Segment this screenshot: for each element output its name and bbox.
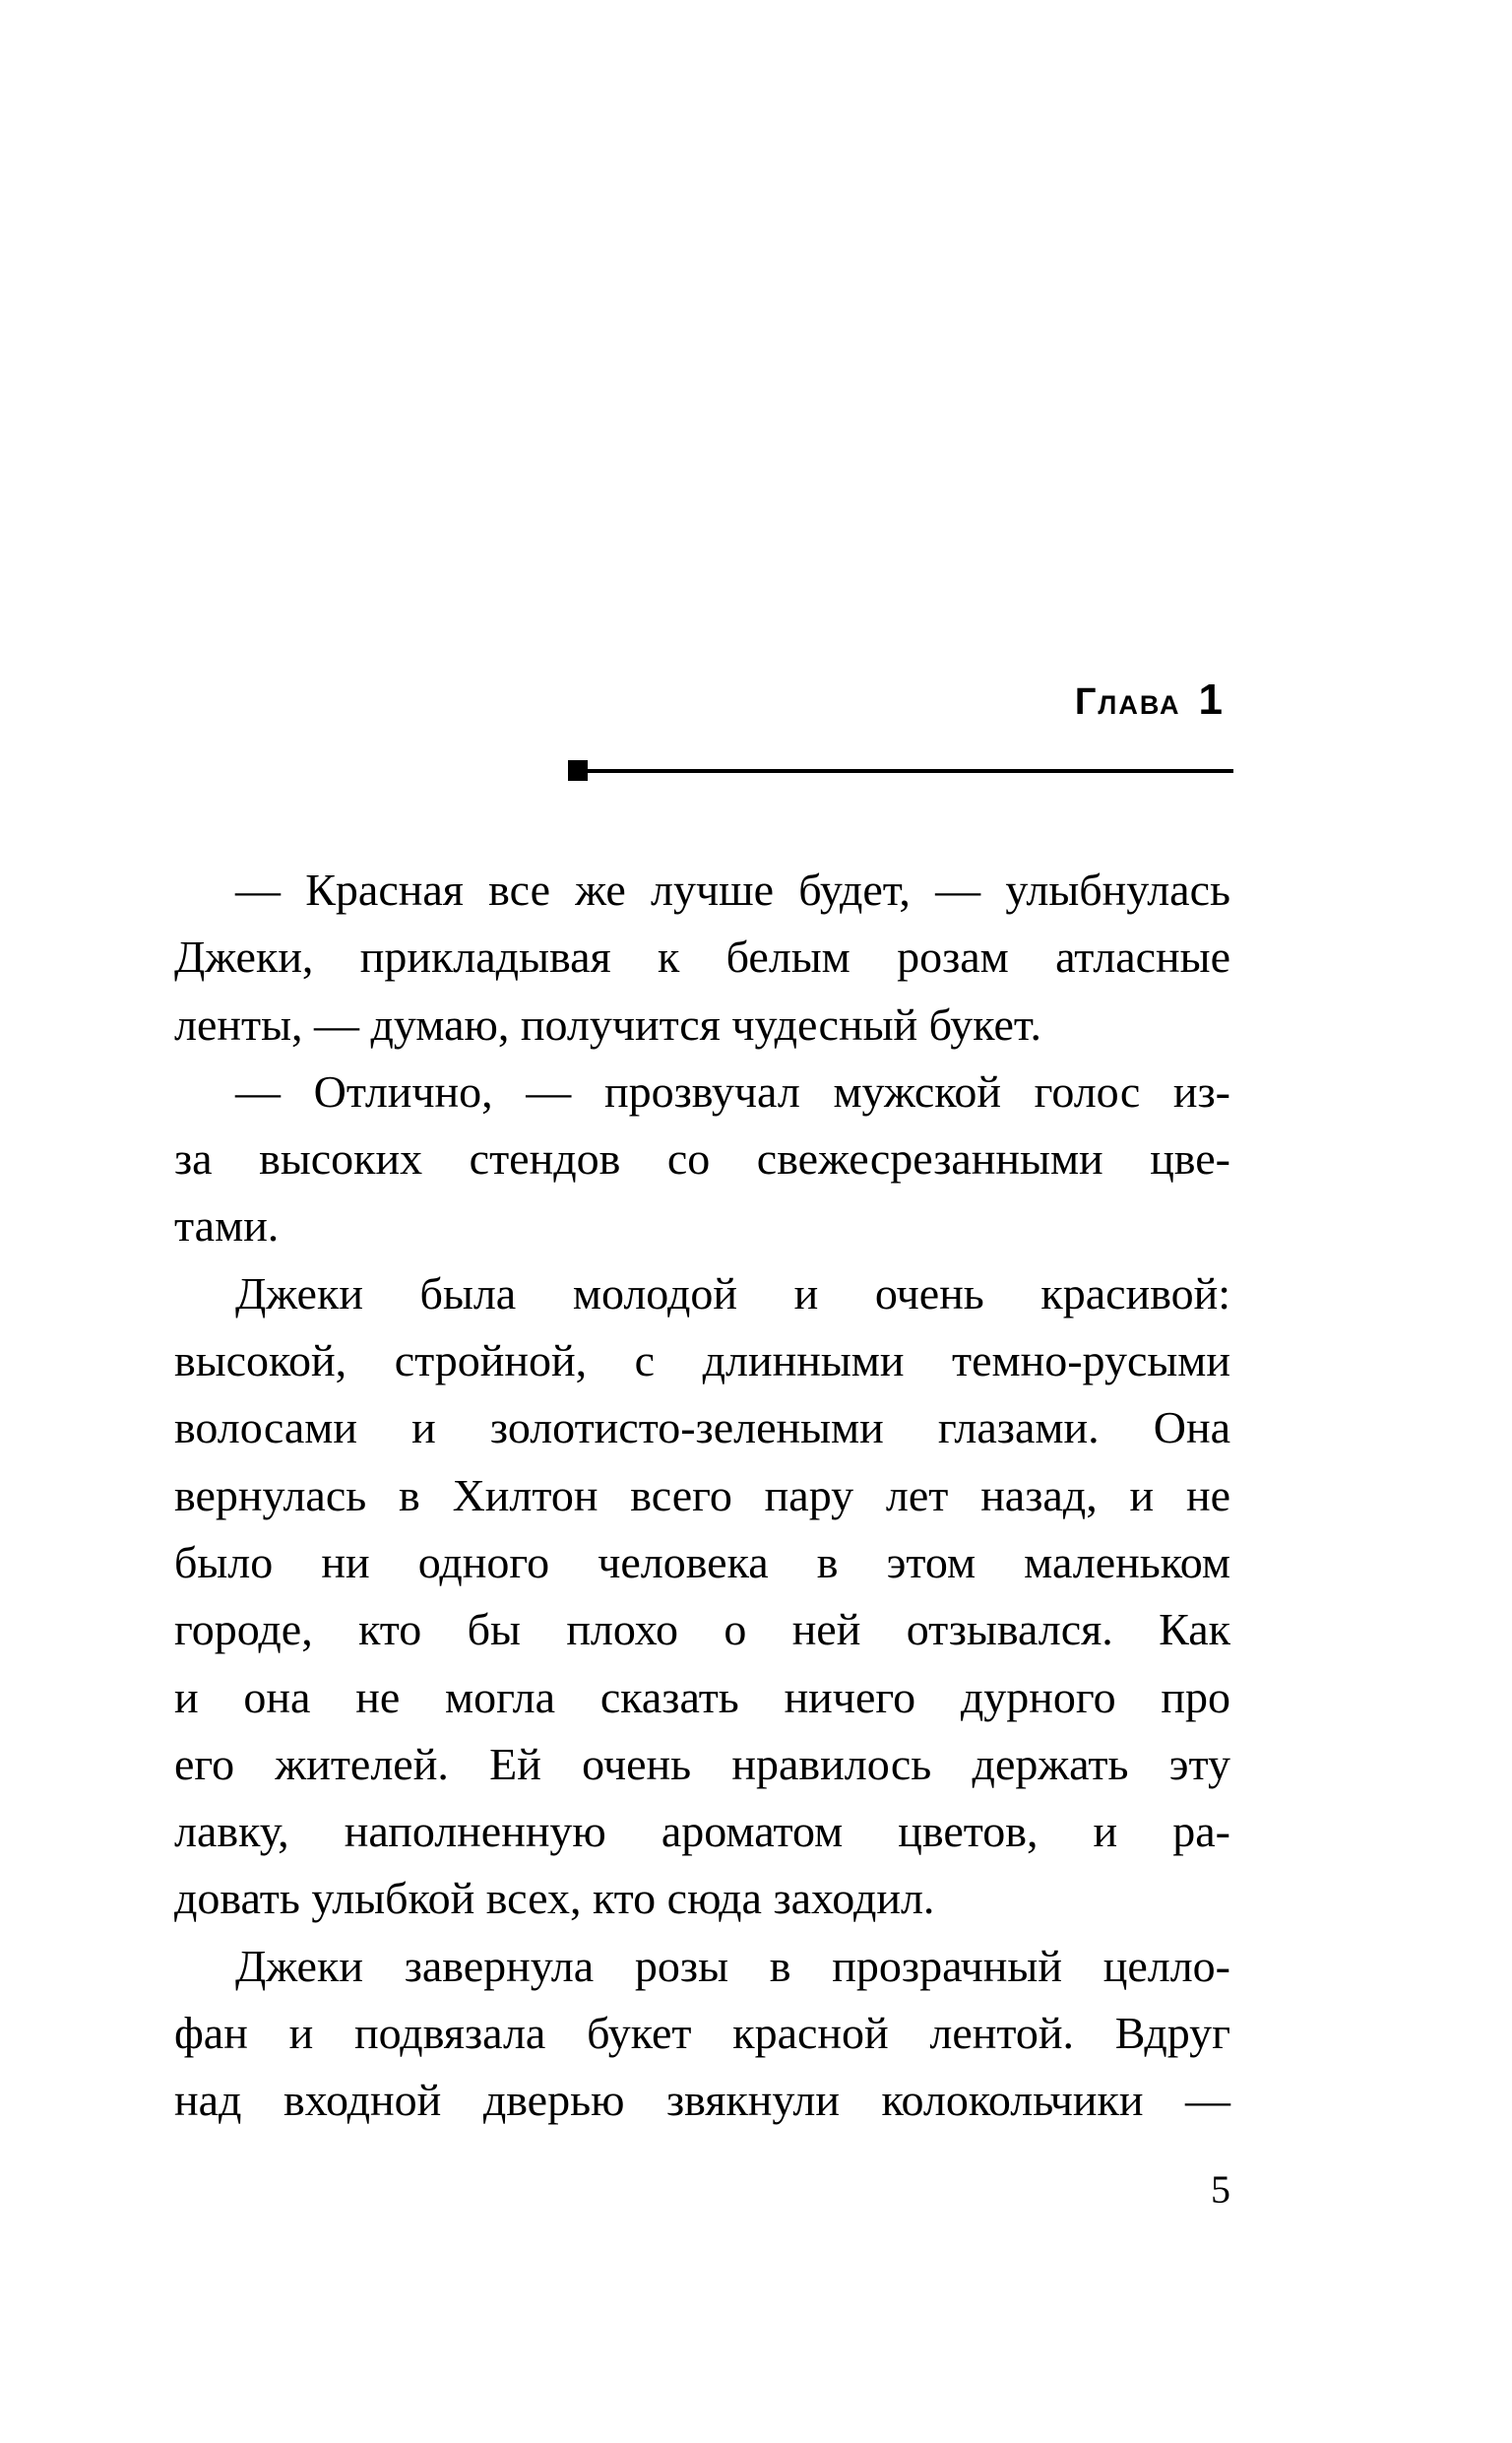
text-line: тами.	[174, 1200, 280, 1252]
chapter-number: 1	[1198, 675, 1225, 724]
chapter-label: Глава	[1074, 681, 1181, 723]
chapter-divider	[568, 760, 1233, 781]
text-line: ленты, — думаю, получится чудесный букет.	[174, 998, 1042, 1050]
text-line: его жителей. Ей очень нравилось держать эту	[174, 1738, 1230, 1789]
text-line: и она не могла сказать ничего дурного про	[174, 1671, 1230, 1722]
divider-line	[588, 769, 1233, 773]
text-line: было ни одного человека в этом маленьком	[174, 1536, 1230, 1587]
divider-square-icon	[568, 760, 588, 781]
text-line: городе, кто бы плохо о ней отзывался. Как	[174, 1604, 1230, 1655]
text-line: высокой, стройной, с длинными темно-русыми	[174, 1335, 1230, 1386]
text-line: довать улыбкой всех, кто сюда заходил.	[174, 1873, 935, 1924]
chapter-heading	[1075, 675, 1225, 727]
chapter-body-text	[174, 857, 1230, 2135]
text-line: за высоких стендов со свежесрезанными цве-	[174, 1133, 1230, 1185]
text-line: фан и подвязала букет красной лентой. Вдруг	[174, 2008, 1230, 2059]
text-line: над входной дверью звякнули колокольчики —	[174, 2075, 1230, 2126]
text-line: Джеки, прикладывая к белым розам атласные	[174, 932, 1230, 983]
page-number: 5	[1211, 2167, 1230, 2212]
text-line: лавку, наполненную ароматом цветов, и ра-	[174, 1806, 1230, 1857]
text-line: вернулась в Хилтон всего пару лет назад, и не	[174, 1469, 1230, 1520]
text-line: Джеки была молодой и очень красивой:	[235, 1267, 1230, 1318]
text-line: Джеки завернула розы в прозрачный целло-	[235, 1940, 1230, 1991]
text-line: — Отлично, — прозвучал мужской голос из-	[235, 1065, 1230, 1117]
text-line: волосами и золотисто-зелеными глазами. Она	[174, 1402, 1230, 1453]
text-line: — Красная все же лучше будет, — улыбнулась	[235, 865, 1230, 915]
